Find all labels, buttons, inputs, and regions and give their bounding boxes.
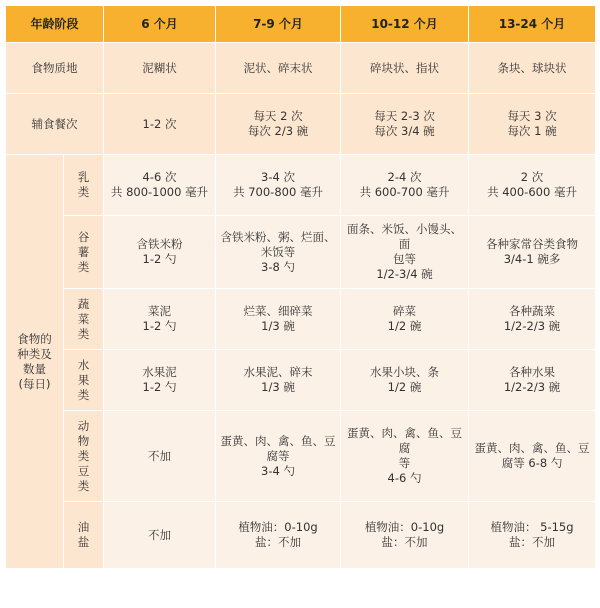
cell: 碎菜 1/2 碗	[341, 289, 469, 350]
cell: 水果泥、碎末 1/3 碗	[216, 350, 341, 411]
label-meat-bean: 动 物 类 豆 类	[64, 411, 104, 502]
header-13-24m: 13-24 个月	[469, 6, 596, 43]
cell: 泥状、碎末状	[216, 43, 341, 94]
cell: 2-4 次 共 600-700 毫升	[341, 155, 469, 216]
row-meat-bean	[6, 411, 596, 502]
row-milk	[6, 155, 596, 216]
cell: 不加	[104, 502, 216, 569]
cell: 不加	[104, 411, 216, 502]
cell: 水果泥 1-2 勺	[104, 350, 216, 411]
cell: 2 次 共 400-600 毫升	[469, 155, 596, 216]
cell: 每天 2 次 每次 2/3 碗	[216, 94, 341, 155]
cell: 每天 3 次 每次 1 碗	[469, 94, 596, 155]
cell: 3-4 次 共 700-800 毫升	[216, 155, 341, 216]
label-meals: 辅食餐次	[6, 94, 104, 155]
cell: 蛋黄、肉、禽、鱼、豆 腐等 3-4 勺	[216, 411, 341, 502]
cell: 每天 2-3 次 每次 3/4 碗	[341, 94, 469, 155]
row-vegetable	[6, 289, 596, 350]
header-age: 年龄阶段	[6, 6, 104, 43]
cell: 4-6 次 共 800-1000 毫升	[104, 155, 216, 216]
header-row	[6, 6, 596, 43]
row-fruit	[6, 350, 596, 411]
header-6m: 6 个月	[104, 6, 216, 43]
cell: 面条、米饭、小馒头、面 包等 1/2-3/4 碗	[341, 216, 469, 289]
label-grain: 谷 薯 类	[64, 216, 104, 289]
cell: 菜泥 1-2 勺	[104, 289, 216, 350]
cell: 各种家常谷类食物 3/4-1 碗多	[469, 216, 596, 289]
cell: 水果小块、条 1/2 碗	[341, 350, 469, 411]
label-vegetable: 蔬 菜 类	[64, 289, 104, 350]
label-fruit: 水 果 类	[64, 350, 104, 411]
label-milk: 乳 类	[64, 155, 104, 216]
cell: 各种水果 1/2-2/3 碗	[469, 350, 596, 411]
row-grain	[6, 216, 596, 289]
label-food-group: 食物的 种类及 数量 (每日)	[6, 155, 64, 569]
cell: 植物油：0-10g 盐：不加	[341, 502, 469, 569]
cell: 碎块状、指状	[341, 43, 469, 94]
label-texture: 食物质地	[6, 43, 104, 94]
cell: 植物油：0-10g 盐：不加	[216, 502, 341, 569]
cell: 含铁米粉 1-2 勺	[104, 216, 216, 289]
cell: 烂菜、细碎菜 1/3 碗	[216, 289, 341, 350]
cell: 蛋黄、肉、禽、鱼、豆 腐等 6-8 勺	[469, 411, 596, 502]
header-10-12m: 10-12 个月	[341, 6, 469, 43]
row-texture	[6, 43, 596, 94]
label-oil-salt: 油 盐	[64, 502, 104, 569]
cell: 各种蔬菜 1/2-2/3 碗	[469, 289, 596, 350]
cell: 植物油： 5-15g 盐：不加	[469, 502, 596, 569]
cell: 条块、球块状	[469, 43, 596, 94]
infant-feeding-table	[5, 5, 596, 569]
cell: 1-2 次	[104, 94, 216, 155]
cell: 含铁米粉、粥、烂面、 米饭等 3-8 勺	[216, 216, 341, 289]
row-meals	[6, 94, 596, 155]
cell: 泥糊状	[104, 43, 216, 94]
row-oil-salt	[6, 502, 596, 569]
cell: 蛋黄、肉、禽、鱼、豆腐 等 4-6 勺	[341, 411, 469, 502]
header-7-9m: 7-9 个月	[216, 6, 341, 43]
